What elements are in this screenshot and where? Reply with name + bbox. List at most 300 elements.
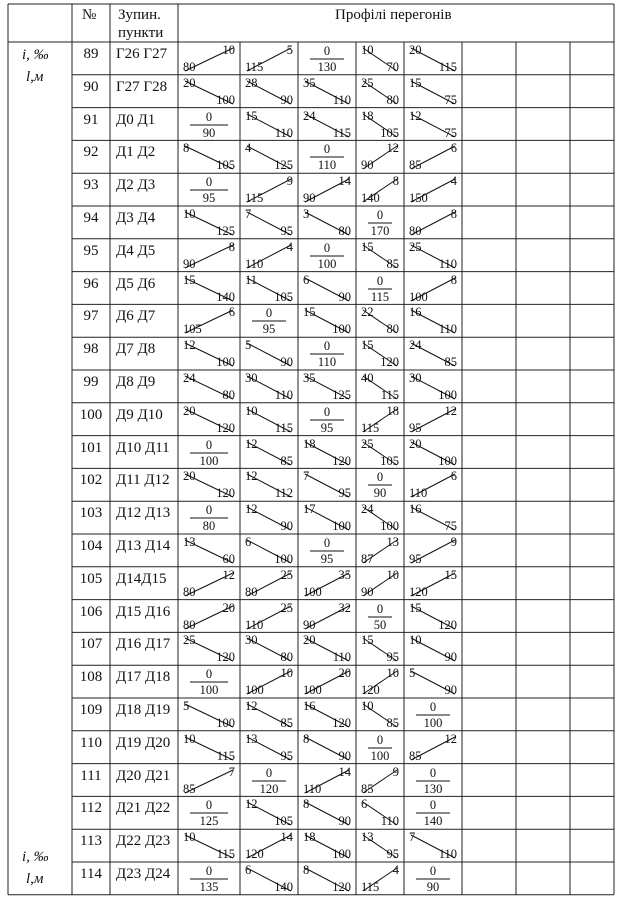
profile-length: 85 bbox=[280, 716, 293, 730]
profile-slope: 0 bbox=[429, 798, 437, 813]
row-number: 91 bbox=[83, 111, 99, 128]
profile-slope: 18 bbox=[361, 108, 374, 123]
profile-length: 95 bbox=[409, 420, 422, 435]
row-number: 90 bbox=[83, 78, 99, 95]
profile-slope: 30 bbox=[245, 633, 258, 648]
profile-length: 80 bbox=[338, 224, 351, 238]
profile-cell bbox=[302, 306, 352, 336]
profile-cell bbox=[360, 77, 400, 107]
profile-cell bbox=[244, 274, 294, 304]
row-stops: Г27 Г28 bbox=[116, 78, 168, 95]
profile-cell bbox=[408, 175, 458, 205]
profile-cell bbox=[408, 634, 458, 664]
profile-length: 90 bbox=[280, 355, 293, 370]
profile-cell bbox=[244, 44, 294, 74]
profile-length: 80 bbox=[183, 60, 196, 74]
profile-cell bbox=[244, 831, 294, 861]
profile-cell bbox=[360, 208, 400, 238]
profile-length: 80 bbox=[386, 92, 399, 107]
profile-slope: 25 bbox=[361, 75, 374, 90]
profile-cell bbox=[182, 536, 236, 566]
profile-slope: 35 bbox=[338, 567, 351, 582]
profile-cell bbox=[408, 241, 458, 271]
profile-cell bbox=[182, 110, 236, 140]
profile-cell bbox=[182, 44, 236, 74]
profile-cell bbox=[302, 110, 352, 140]
profile-cell bbox=[182, 569, 236, 599]
profile-slope: 20 bbox=[183, 403, 196, 418]
profile-cell bbox=[360, 110, 400, 140]
profile-slope: 0 bbox=[205, 109, 213, 124]
header-profiles: Профілі перегонів bbox=[335, 7, 452, 23]
profile-cell bbox=[244, 142, 294, 172]
profile-length: 100 bbox=[216, 716, 235, 730]
profile-length: 105 bbox=[274, 814, 293, 829]
profile-length: 100 bbox=[438, 453, 457, 468]
profile-length: 115 bbox=[216, 748, 235, 763]
profile-slope: 0 bbox=[429, 700, 437, 714]
profile-cell bbox=[302, 175, 352, 205]
row-number: 108 bbox=[79, 669, 103, 686]
profile-slope: 13 bbox=[386, 535, 399, 549]
profile-length: 90 bbox=[202, 125, 216, 140]
row-stops: Д19 Д20 bbox=[116, 734, 171, 751]
profile-cell bbox=[408, 44, 458, 74]
profile-length: 100 bbox=[332, 519, 351, 534]
profile-length: 90 bbox=[373, 486, 387, 501]
profile-slope: 4 bbox=[245, 141, 252, 156]
profile-length: 115 bbox=[245, 60, 264, 74]
profile-length: 110 bbox=[380, 814, 399, 829]
profile-length: 60 bbox=[222, 552, 235, 566]
header-stops-line1: Зупин. bbox=[118, 7, 161, 23]
profile-cell bbox=[244, 208, 294, 238]
row-stops: Д7 Д8 bbox=[116, 341, 156, 358]
row-stops: Д17 Д18 bbox=[116, 669, 171, 686]
profile-length: 110 bbox=[245, 617, 264, 632]
profile-length: 90 bbox=[280, 519, 293, 534]
profile-length: 85 bbox=[409, 748, 422, 763]
profile-cell bbox=[408, 798, 458, 828]
profile-length: 120 bbox=[332, 880, 351, 894]
profile-length: 95 bbox=[409, 552, 422, 566]
profile-slope: 30 bbox=[409, 371, 422, 385]
profile-length: 80 bbox=[245, 584, 258, 599]
profile-slope: 15 bbox=[245, 108, 258, 123]
profile-cell bbox=[408, 470, 458, 500]
profile-slope: 20 bbox=[409, 43, 422, 57]
profile-length: 95 bbox=[202, 191, 216, 206]
side-label-length-bottom: l,м bbox=[26, 871, 44, 887]
profile-cell bbox=[182, 733, 236, 763]
profile-cell bbox=[302, 864, 352, 894]
profile-length: 120 bbox=[409, 584, 428, 599]
profile-length: 125 bbox=[332, 388, 351, 402]
profile-cell bbox=[302, 798, 352, 828]
row-number: 97 bbox=[83, 308, 99, 325]
profile-length: 90 bbox=[361, 158, 374, 173]
profile-slope: 0 bbox=[205, 503, 213, 518]
profile-slope: 28 bbox=[245, 75, 258, 90]
profile-slope: 20 bbox=[222, 600, 235, 615]
profile-cell bbox=[360, 503, 400, 533]
row-stops: Д22 Д23 bbox=[116, 833, 171, 850]
profile-cell bbox=[408, 77, 458, 107]
profile-cell bbox=[360, 864, 400, 894]
profile-length: 110 bbox=[438, 322, 457, 337]
profile-slope: 0 bbox=[323, 536, 331, 550]
profile-length: 140 bbox=[423, 814, 443, 829]
profile-slope: 7 bbox=[245, 207, 252, 221]
profile-slope: 15 bbox=[444, 567, 457, 582]
profile-cell bbox=[302, 569, 352, 599]
row-number: 106 bbox=[79, 603, 103, 620]
profile-cell bbox=[244, 569, 294, 599]
row-number: 99 bbox=[83, 374, 99, 390]
profile-cell bbox=[408, 142, 458, 172]
row-number: 100 bbox=[79, 406, 103, 423]
profile-slope: 25 bbox=[409, 239, 422, 254]
profile-cell bbox=[244, 438, 294, 468]
profile-slope: 20 bbox=[303, 633, 316, 648]
profile-slope: 16 bbox=[409, 305, 422, 320]
profile-length: 75 bbox=[444, 125, 457, 140]
profile-slope: 18 bbox=[303, 436, 316, 451]
row-stops: Д3 Д4 bbox=[116, 210, 156, 226]
row-stops: Д1 Д2 bbox=[116, 144, 156, 161]
profile-slope: 8 bbox=[392, 174, 399, 189]
profile-cell bbox=[244, 766, 294, 796]
profile-cell bbox=[360, 536, 400, 566]
profile-slope: 32 bbox=[338, 600, 351, 615]
profile-slope: 6 bbox=[228, 305, 235, 320]
profile-length: 90 bbox=[280, 92, 293, 107]
profile-length: 80 bbox=[222, 388, 235, 402]
profile-slope: 15 bbox=[361, 633, 374, 648]
profile-slope: 0 bbox=[323, 404, 331, 419]
profile-length: 110 bbox=[332, 650, 351, 665]
profile-cell bbox=[408, 208, 458, 238]
profile-cell bbox=[182, 503, 236, 533]
profile-cell bbox=[302, 634, 352, 664]
profile-cell bbox=[182, 634, 236, 664]
profile-length: 90 bbox=[444, 683, 457, 698]
profile-length: 140 bbox=[216, 289, 235, 304]
profile-slope: 13 bbox=[245, 731, 258, 746]
profile-length: 115 bbox=[361, 880, 380, 894]
profile-slope: 17 bbox=[303, 502, 316, 517]
profile-slope: 0 bbox=[205, 864, 213, 878]
profile-slope: 10 bbox=[183, 830, 196, 845]
profile-cell bbox=[182, 798, 236, 828]
profile-cell bbox=[360, 602, 400, 632]
profile-slope: 14 bbox=[338, 174, 351, 189]
profile-cell bbox=[244, 372, 294, 402]
profile-slope: 7 bbox=[409, 830, 416, 845]
profile-slope: 30 bbox=[245, 371, 258, 385]
profile-cell bbox=[182, 864, 236, 894]
profile-length: 170 bbox=[370, 224, 390, 238]
profile-slope: 6 bbox=[450, 469, 457, 484]
profile-cell bbox=[302, 44, 352, 74]
profile-slope: 0 bbox=[323, 142, 331, 157]
profile-length: 85 bbox=[280, 453, 293, 468]
profile-length: 95 bbox=[280, 748, 293, 763]
profile-slope: 12 bbox=[245, 797, 258, 812]
profile-length: 125 bbox=[274, 158, 293, 173]
profile-slope: 0 bbox=[265, 306, 273, 321]
profile-length: 115 bbox=[274, 420, 293, 435]
profile-slope: 12 bbox=[245, 469, 258, 484]
profile-length: 90 bbox=[338, 748, 351, 763]
profile-length: 100 bbox=[332, 847, 351, 862]
profile-length: 120 bbox=[259, 781, 279, 796]
profile-length: 100 bbox=[216, 355, 235, 370]
profile-slope: 6 bbox=[450, 141, 457, 156]
profile-length: 50 bbox=[373, 617, 387, 632]
profile-cell bbox=[302, 503, 352, 533]
row-number: 112 bbox=[80, 800, 102, 817]
profile-length: 80 bbox=[409, 224, 422, 238]
profile-slope: 4 bbox=[392, 863, 399, 877]
profile-slope: 0 bbox=[429, 765, 437, 780]
profile-slope: 24 bbox=[183, 371, 196, 385]
profile-slope: 15 bbox=[361, 239, 374, 254]
profile-cell bbox=[360, 733, 400, 763]
profile-cell bbox=[360, 569, 400, 599]
profile-slope: 0 bbox=[376, 732, 384, 747]
profile-length: 90 bbox=[303, 617, 316, 632]
profile-slope: 0 bbox=[376, 208, 384, 222]
row-stops: Д11 Д12 bbox=[116, 472, 170, 489]
profile-cell bbox=[182, 306, 236, 336]
profile-slope: 0 bbox=[205, 437, 213, 452]
profile-cell bbox=[360, 438, 400, 468]
profile-length: 120 bbox=[216, 650, 235, 665]
profile-slope: 3 bbox=[303, 207, 310, 221]
profile-slope: 15 bbox=[183, 272, 196, 287]
profile-length: 75 bbox=[444, 519, 457, 534]
profile-cell bbox=[244, 864, 294, 894]
profile-slope: 0 bbox=[205, 175, 213, 190]
profile-cell bbox=[360, 831, 400, 861]
profile-slope: 24 bbox=[303, 108, 316, 123]
profile-slope: 16 bbox=[409, 502, 422, 517]
profile-slope: 6 bbox=[245, 535, 252, 549]
profile-length: 120 bbox=[380, 355, 399, 370]
profile-cell bbox=[360, 44, 400, 74]
profile-length: 130 bbox=[423, 781, 443, 796]
profile-cell bbox=[244, 175, 294, 205]
profile-slope: 0 bbox=[323, 240, 331, 255]
profile-slope: 10 bbox=[245, 403, 258, 418]
profile-slope: 40 bbox=[361, 371, 374, 385]
profile-length: 120 bbox=[332, 716, 351, 730]
profile-slope: 24 bbox=[409, 338, 422, 353]
profile-length: 100 bbox=[370, 748, 390, 763]
profile-slope: 8 bbox=[450, 272, 457, 287]
profile-cell bbox=[244, 110, 294, 140]
profile-cell bbox=[408, 766, 458, 796]
profile-slope: 5 bbox=[245, 338, 252, 353]
profile-slope: 12 bbox=[245, 502, 258, 517]
profile-cell bbox=[302, 438, 352, 468]
row-number: 101 bbox=[79, 439, 103, 456]
profile-cell bbox=[408, 405, 458, 435]
profile-slope: 12 bbox=[183, 338, 196, 353]
profile-cell bbox=[244, 306, 294, 336]
profile-length: 125 bbox=[216, 224, 235, 238]
profile-length: 75 bbox=[444, 92, 457, 107]
profile-slope: 24 bbox=[361, 502, 374, 517]
row-stops: Д5 Д6 bbox=[116, 275, 156, 292]
profile-length: 120 bbox=[216, 486, 235, 501]
profile-cell bbox=[408, 503, 458, 533]
profile-slope: 12 bbox=[444, 403, 457, 418]
profile-length: 90 bbox=[338, 289, 351, 304]
row-stops: Д0 Д1 bbox=[116, 111, 156, 128]
profile-slope: 6 bbox=[245, 863, 252, 877]
profile-slope: 25 bbox=[361, 436, 374, 451]
profile-length: 70 bbox=[386, 60, 399, 74]
profile-cell bbox=[302, 405, 352, 435]
profile-cell bbox=[244, 536, 294, 566]
profile-length: 90 bbox=[338, 814, 351, 829]
profile-length: 105 bbox=[380, 125, 399, 140]
profile-cell bbox=[244, 241, 294, 271]
profile-cell bbox=[244, 700, 294, 730]
profile-cell bbox=[302, 733, 352, 763]
profile-slope: 10 bbox=[361, 699, 374, 713]
profile-cell bbox=[244, 405, 294, 435]
profile-slope: 5 bbox=[409, 666, 416, 681]
profile-length: 80 bbox=[183, 584, 196, 599]
profile-cell bbox=[360, 798, 400, 828]
profile-cell bbox=[302, 470, 352, 500]
profile-cell bbox=[244, 667, 294, 697]
profile-slope: 14 bbox=[280, 830, 293, 845]
profile-cell bbox=[360, 634, 400, 664]
profile-length: 115 bbox=[370, 289, 390, 304]
profile-slope: 6 bbox=[361, 797, 368, 812]
profile-cell bbox=[408, 864, 458, 894]
profile-length: 100 bbox=[303, 584, 322, 599]
row-stops: Д8 Д9 bbox=[116, 374, 156, 390]
row-stops: Д23 Д24 bbox=[116, 866, 171, 882]
profile-length: 100 bbox=[423, 716, 443, 730]
profile-length: 125 bbox=[199, 814, 219, 829]
profile-slope: 10 bbox=[222, 43, 235, 57]
profile-cell bbox=[408, 110, 458, 140]
profile-cell bbox=[360, 372, 400, 402]
profile-length: 85 bbox=[183, 781, 196, 796]
profile-slope: 9 bbox=[286, 174, 293, 189]
profile-cell bbox=[182, 700, 236, 730]
side-label-slope-bottom: i, ‰ bbox=[22, 849, 49, 865]
profile-length: 110 bbox=[438, 256, 457, 271]
profile-length: 120 bbox=[438, 617, 457, 632]
profile-slope: 15 bbox=[409, 600, 422, 615]
profile-slope: 0 bbox=[323, 44, 331, 58]
profile-cell bbox=[244, 470, 294, 500]
row-number: 102 bbox=[79, 472, 103, 489]
profile-cell bbox=[182, 667, 236, 697]
profile-cell bbox=[408, 536, 458, 566]
profile-length: 100 bbox=[409, 289, 428, 304]
profile-cell bbox=[182, 405, 236, 435]
profile-slope: 5 bbox=[286, 43, 293, 57]
profile-length: 95 bbox=[280, 224, 293, 238]
profile-length: 110 bbox=[317, 355, 337, 370]
profile-length: 95 bbox=[386, 847, 399, 862]
profile-slope: 16 bbox=[303, 699, 316, 713]
profile-slope: 0 bbox=[205, 667, 213, 682]
row-number: 111 bbox=[80, 767, 102, 784]
profile-length: 85 bbox=[444, 355, 457, 370]
row-number: 109 bbox=[79, 702, 103, 718]
profile-slope: 12 bbox=[386, 141, 399, 156]
profile-slope: 0 bbox=[376, 470, 384, 485]
profile-cell bbox=[182, 831, 236, 861]
profile-cell bbox=[182, 339, 236, 369]
profile-length: 105 bbox=[183, 322, 202, 337]
row-number: 113 bbox=[80, 833, 102, 850]
profile-cell bbox=[360, 241, 400, 271]
profile-cell bbox=[244, 733, 294, 763]
profile-cell bbox=[302, 142, 352, 172]
profile-slope: 10 bbox=[280, 666, 293, 681]
profile-length: 115 bbox=[380, 388, 399, 402]
row-stops: Д15 Д16 bbox=[116, 603, 171, 620]
profile-slope: 0 bbox=[205, 798, 213, 813]
profile-slope: 20 bbox=[183, 75, 196, 90]
row-number: 92 bbox=[83, 144, 99, 161]
profile-slope: 15 bbox=[361, 338, 374, 353]
side-label-length-top: l,м bbox=[26, 69, 44, 85]
profile-length: 112 bbox=[274, 486, 293, 501]
profile-cell bbox=[182, 602, 236, 632]
profile-slope: 12 bbox=[245, 436, 258, 451]
profile-slope: 13 bbox=[183, 535, 196, 549]
profile-slope: 15 bbox=[303, 305, 316, 320]
profile-cell bbox=[408, 569, 458, 599]
profile-length: 90 bbox=[426, 880, 440, 894]
profile-length: 100 bbox=[317, 256, 337, 271]
profile-length: 105 bbox=[380, 453, 399, 468]
profile-slope: 0 bbox=[323, 339, 331, 354]
profile-cell bbox=[244, 503, 294, 533]
profile-cell bbox=[182, 208, 236, 238]
profile-slope: 10 bbox=[183, 207, 196, 221]
profile-length: 100 bbox=[199, 683, 219, 698]
profile-cell bbox=[408, 667, 458, 697]
profile-slope: 10 bbox=[183, 731, 196, 746]
profile-length: 115 bbox=[216, 847, 235, 862]
profile-length: 130 bbox=[317, 60, 337, 74]
profile-slope: 14 bbox=[338, 764, 351, 779]
profile-slope: 11 bbox=[245, 272, 258, 287]
profile-cell bbox=[360, 306, 400, 336]
profile-slope: 13 bbox=[361, 830, 374, 845]
profile-length: 150 bbox=[409, 191, 428, 206]
row-number: 107 bbox=[79, 636, 103, 653]
row-number: 98 bbox=[83, 341, 99, 358]
profile-slope: 7 bbox=[228, 764, 235, 779]
row-stops: Д10 Д11 bbox=[116, 439, 170, 456]
profile-length: 95 bbox=[320, 420, 334, 435]
profile-cell bbox=[408, 372, 458, 402]
profile-length: 120 bbox=[332, 453, 351, 468]
